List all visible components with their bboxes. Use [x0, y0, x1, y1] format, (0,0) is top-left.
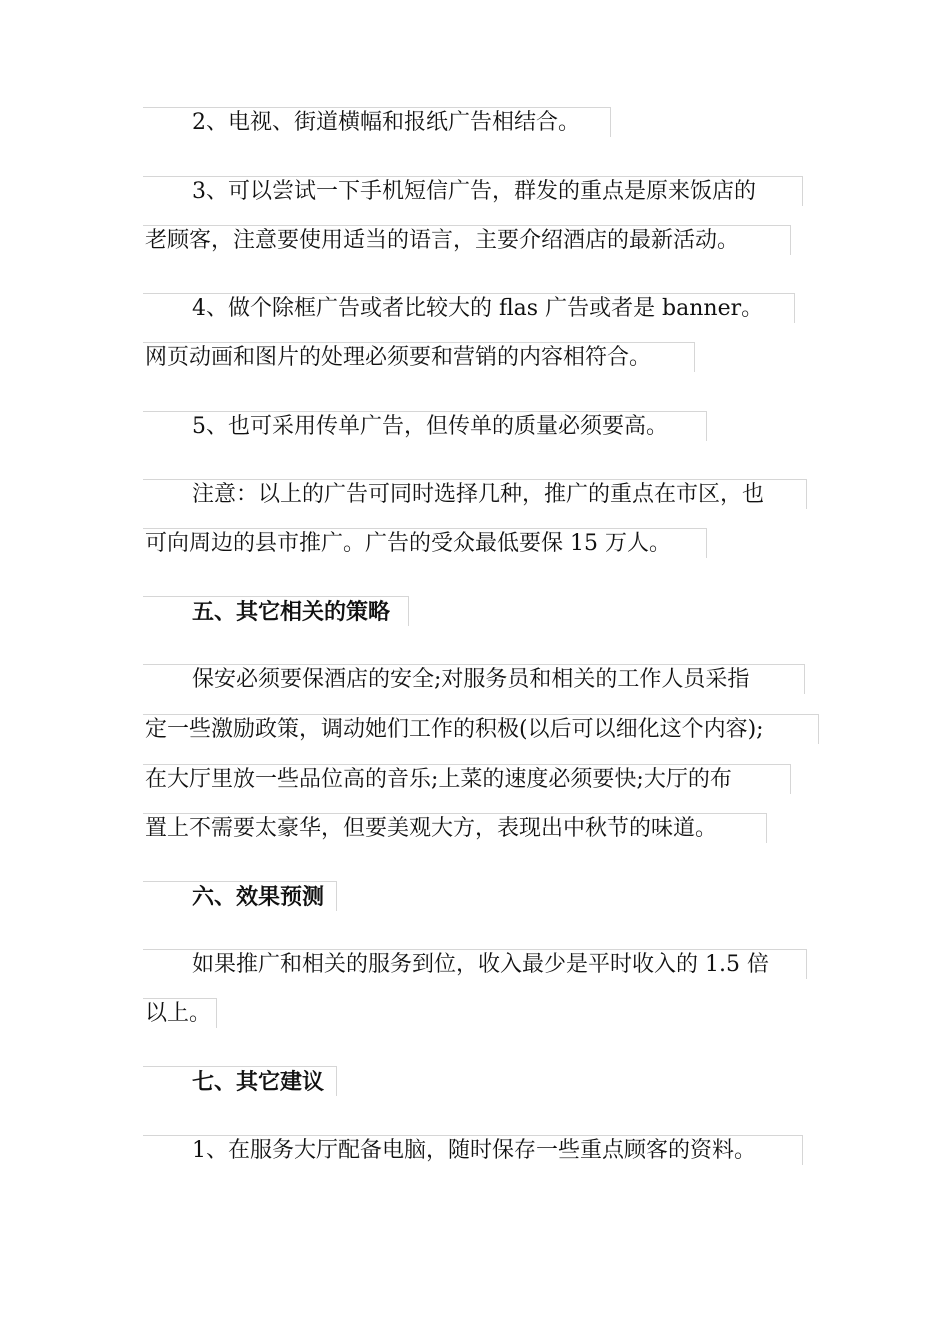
section-heading: 七、其它建议	[143, 1066, 337, 1096]
text-line: 在大厅里放一些品位高的音乐;上菜的速度必须要快;大厅的布	[143, 764, 791, 794]
text-line: 保安必须要保酒店的安全;对服务员和相关的工作人员采指	[143, 664, 805, 694]
text-line: 置上不需要太豪华，但要美观大方，表现出中秋节的味道。	[143, 813, 767, 843]
section-heading: 六、效果预测	[143, 881, 337, 911]
text-line: 网页动画和图片的处理必须要和营销的内容相符合。	[143, 342, 695, 372]
text-line: 注意：以上的广告可同时选择几种，推广的重点在市区，也	[143, 479, 807, 509]
text-line: 5、也可采用传单广告，但传单的质量必须要高。	[143, 411, 707, 441]
text-line: 1、在服务大厅配备电脑，随时保存一些重点顾客的资料。	[143, 1135, 803, 1165]
text-line: 如果推广和相关的服务到位，收入最少是平时收入的 1.5 倍	[143, 949, 807, 979]
text-line: 2、电视、街道横幅和报纸广告相结合。	[143, 107, 611, 137]
text-line: 3、可以尝试一下手机短信广告，群发的重点是原来饭店的	[143, 176, 803, 206]
text-line: 老顾客，注意要使用适当的语言，主要介绍酒店的最新活动。	[143, 225, 791, 255]
text-line: 4、做个除框广告或者比较大的 flas 广告或者是 banner。	[143, 293, 795, 323]
text-line: 可向周边的县市推广。广告的受众最低要保 15 万人。	[143, 528, 707, 558]
text-line: 以上。	[143, 998, 217, 1028]
section-heading: 五、其它相关的策略	[143, 596, 409, 626]
text-line: 定一些激励政策，调动她们工作的积极(以后可以细化这个内容);	[143, 714, 819, 744]
